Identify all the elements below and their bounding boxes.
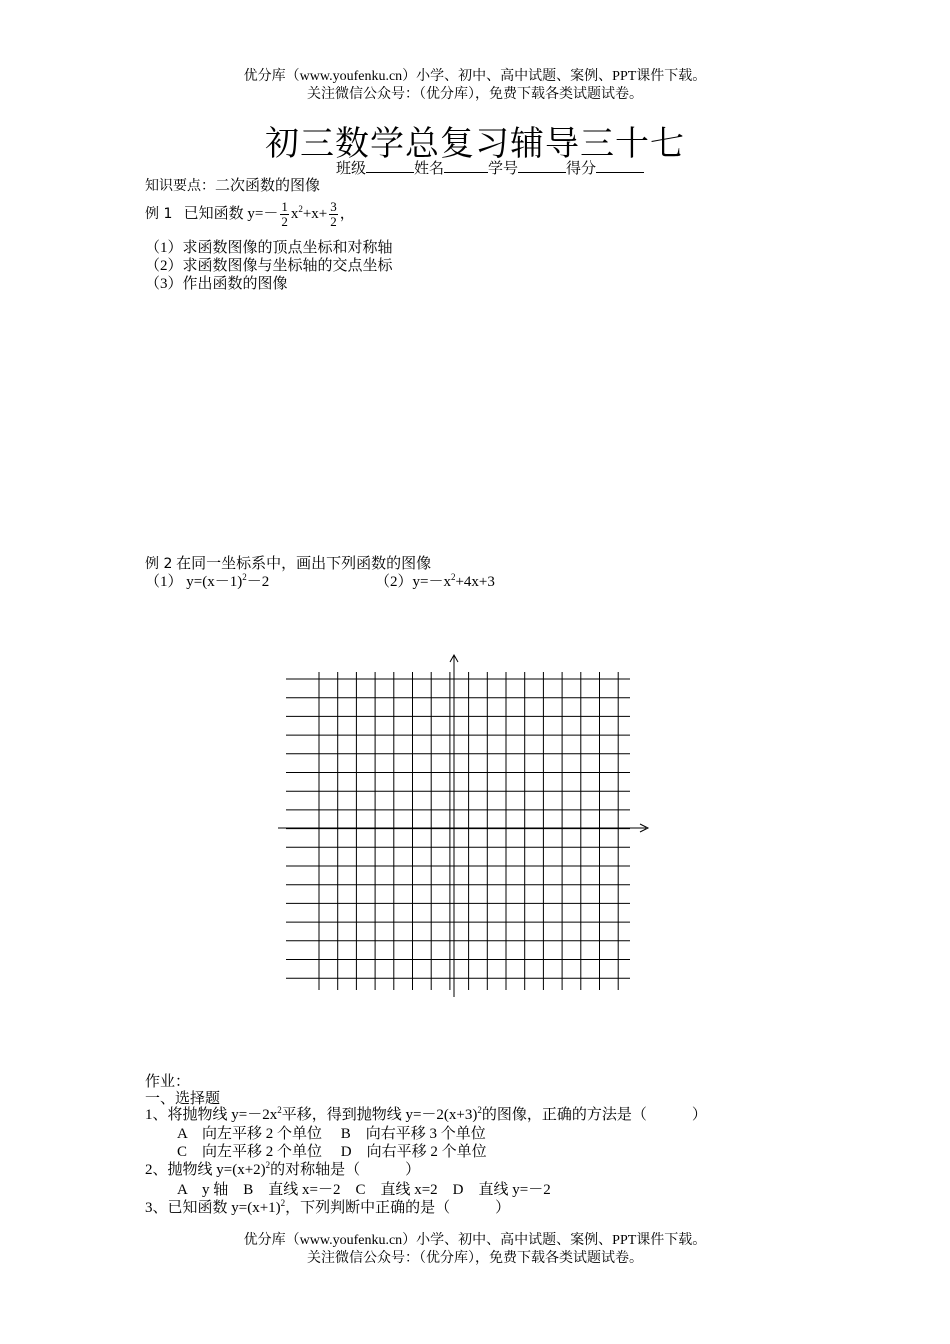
- name-blank[interactable]: [444, 160, 488, 173]
- homework-question-1: 1、将抛物线 $y=-2x^2$平移，得到抛物线 $y=-2(x+3)^2$的图像，正确的方法是（ ）: [145, 1105, 707, 1123]
- example2-function-1: （1） $y=(x-1)^2-2$: [145, 572, 270, 590]
- class-label: 班级: [336, 161, 367, 177]
- question-1-options-ab: A 向左平移 2 个单位 B 向右平移 3 个单位: [177, 1126, 486, 1142]
- footer-line-2: 关注微信公众号：（优分库），免费下载各类试题试卷。: [307, 1251, 643, 1266]
- class-blank[interactable]: [366, 160, 414, 173]
- example2-statement: [145, 555, 431, 573]
- number-label: 学号: [488, 161, 519, 177]
- homework-label: 作业：: [145, 1072, 191, 1090]
- example1-intro: 已知函数 y=－: [183, 205, 279, 222]
- student-info-line: [336, 160, 644, 178]
- fraction-three-halves: $\frac{3}{2}$: [330, 199, 337, 229]
- name-label: 姓名: [414, 161, 445, 177]
- score-blank[interactable]: [596, 160, 644, 173]
- example1-label: 例 1: [145, 205, 173, 222]
- example1-question-3: （3）作出函数的图像: [145, 276, 288, 292]
- header-line-1: 优分库（www.youfenku.cn）小学、初中、高中试题、案例、PPT课件下载。: [243, 69, 707, 84]
- footer-line-1: 优分库（www.youfenku.cn）小学、初中、高中试题、案例、PPT课件下载。: [243, 1233, 707, 1248]
- fraction-one-half: $\frac{1}{2}$: [281, 199, 288, 229]
- score-label: 得分: [566, 161, 597, 177]
- example2-function-2: $(2)y=-x^2+4x+3$: [375, 572, 495, 590]
- question-1-options-cd: C 向左平移 2 个单位 D 向右平移 2 个单位: [177, 1144, 487, 1160]
- knowledge-label: 知识要点：: [145, 178, 215, 194]
- knowledge-point: [145, 177, 320, 195]
- knowledge-text: 二次函数的图像: [215, 178, 321, 194]
- coordinate-grid[interactable]: [276, 652, 654, 1002]
- header-line-2: 关注微信公众号：（优分库），免费下载各类试题试卷。: [307, 87, 643, 102]
- homework-question-2: 2、抛物线 $y=(x+2)^2$的对称轴是（ ）: [145, 1160, 421, 1178]
- page-title: 初三数学总复习辅导三十七: [265, 124, 685, 164]
- example2-label: 例 2: [145, 556, 173, 572]
- example1-question-2: （2）求函数图像与坐标轴的交点坐标: [145, 258, 393, 274]
- example1-statement: 例 1 已知函数 y=－ $\frac{1}{2}$ $x^2+x+$ $\frac{3}{2}$ ，: [145, 199, 355, 229]
- section-choice-title: 一、选择题: [145, 1089, 221, 1107]
- example1-question-1: （1）求函数图像的顶点坐标和对称轴: [145, 240, 393, 256]
- homework-question-3: 3、已知函数 $y=(x+1)^2$，下列判断中正确的是（ ）: [145, 1198, 511, 1216]
- question-2-options: A y 轴 B 直线 x=－2 C 直线 x=2 D 直线 y=－2: [177, 1182, 551, 1198]
- example2-text: 在同一坐标系中，画出下列函数的图像: [176, 556, 432, 572]
- number-blank[interactable]: [518, 160, 566, 173]
